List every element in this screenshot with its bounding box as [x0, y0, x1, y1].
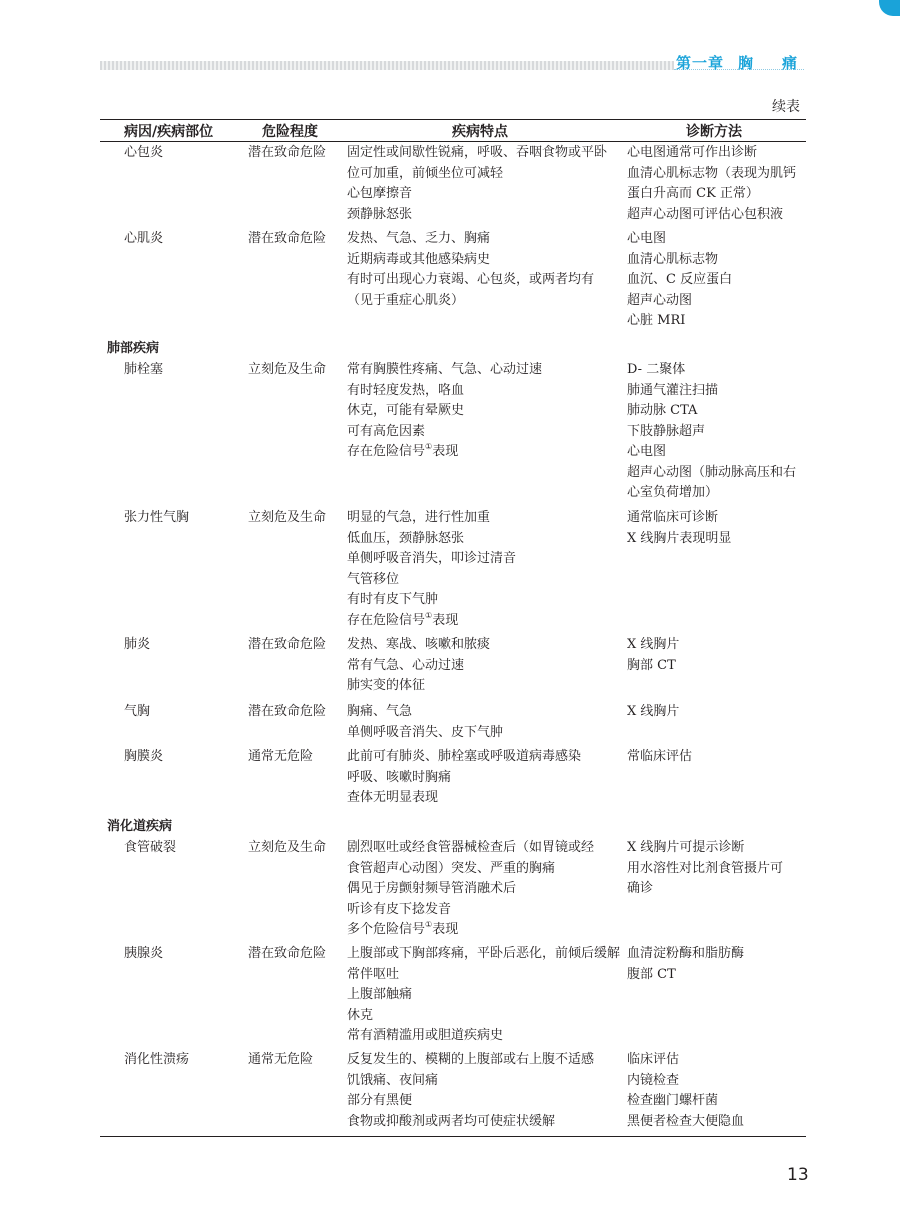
cause-cell: 肺栓塞	[124, 362, 164, 377]
feature-line: 上腹部或下胸部疼痛，平卧后恶化，前倾后缓解	[347, 946, 621, 961]
cause-cell: 气胸	[124, 704, 151, 719]
feature-line: 胸痛、气急	[347, 704, 413, 719]
diagnosis-line: 血清淀粉酶和脂肪酶	[627, 946, 745, 961]
feature-line: 部分有黑便	[347, 1093, 413, 1108]
page-number: 13	[787, 1165, 809, 1185]
feature-line: 近期病毒或其他感染病史	[347, 251, 491, 267]
column-header-risk: 危险程度	[262, 124, 318, 140]
risk-cell: 通常无危险	[248, 1052, 314, 1067]
table-header-rule	[100, 141, 806, 142]
feature-line: （见于重症心肌炎）	[347, 292, 465, 308]
feature-line: 休克	[347, 1007, 374, 1023]
risk-cell: 潜在致命危险	[248, 704, 327, 719]
feature-line: 有时有皮下气肿	[347, 592, 439, 607]
diagnosis-line: 心室负荷增加）	[627, 485, 719, 500]
feature-line: 剧烈呕吐或经食管器械检查后（如胃镜或经	[347, 840, 595, 855]
feature-line: 单侧呼吸音消失，叩诊过清音	[347, 551, 517, 566]
chapter-heading	[676, 52, 798, 73]
footnote-mark: ①	[425, 920, 433, 929]
feature-line: 食物或抑酸剂或两者均可使症状缓解	[347, 1113, 556, 1129]
footnote-mark: ①	[425, 442, 433, 451]
feature-line: 低血压，颈静脉怒张	[347, 530, 465, 546]
feature-line: 位可加重，前倾坐位可减轻	[347, 165, 504, 181]
feature-line: 听诊有皮下捻发音	[347, 901, 452, 917]
diagnosis-line: 心电图	[627, 231, 667, 246]
section-heading: 肺部疾病	[107, 341, 160, 356]
diagnosis-line: 血清心肌标志物（表现为肌钙	[627, 165, 797, 181]
cause-cell: 肺炎	[124, 637, 151, 652]
cause-cell: 心包炎	[124, 145, 164, 160]
column-header-diagnosis: 诊断方法	[686, 124, 742, 140]
feature-line: 常有酒精滥用或胆道疾病史	[347, 1028, 504, 1043]
cause-cell: 心肌炎	[124, 231, 164, 246]
diagnosis-line: 内镜检查	[627, 1072, 680, 1088]
feature-line: 单侧呼吸音消失、皮下气肿	[347, 724, 504, 740]
footnote-mark: ①	[425, 610, 433, 620]
feature-line: 明显的气急，进行性加重	[347, 510, 491, 525]
risk-cell: 通常无危险	[248, 749, 314, 764]
cause-cell: 胰腺炎	[124, 946, 164, 961]
diagnosis-line: 通常临床可诊断	[627, 510, 719, 525]
diagnosis-line: 检查幽门螺杆菌	[627, 1093, 719, 1108]
diagnosis-line: X 线胸片可提示诊断	[627, 840, 745, 855]
diagnosis-line: X 线胸片	[627, 704, 680, 719]
feature-line: 有时轻度发热，咯血	[347, 382, 465, 398]
diagnosis-line: 心脏 MRI	[627, 313, 686, 328]
diagnosis-line: 超声心动图可评估心包积液	[627, 206, 784, 222]
diagnosis-line: 下肢静脉超声	[627, 423, 706, 439]
feature-line: 气管移位	[347, 571, 400, 587]
diagnosis-line: X 线胸片	[627, 637, 680, 652]
cause-cell: 张力性气胸	[124, 510, 190, 525]
diagnosis-line: 超声心动图（肺动脉高压和右	[627, 464, 797, 480]
feature-line: 偶见于房颤射频导管消融术后	[347, 881, 517, 896]
diagnosis-line: 临床评估	[627, 1052, 680, 1067]
feature-line: 发热、气急、乏力、胸痛	[347, 231, 491, 246]
feature-line: 休克，可能有晕厥史	[347, 403, 465, 418]
risk-cell: 潜在致命危险	[248, 145, 327, 160]
diagnosis-line: 血沉、C 反应蛋白	[627, 272, 733, 287]
feature-line: 可有高危因素	[347, 423, 426, 439]
chapter-title-2: 痛	[782, 54, 799, 72]
chapter-label: 第一章	[676, 54, 725, 72]
feature-line: 发热、寒战、咳嗽和脓痰	[347, 637, 491, 652]
feature-line: 有时可出现心力衰竭、心包炎，或两者均有	[347, 272, 595, 287]
header-bar	[100, 61, 674, 70]
feature-line: 常有胸膜性疼痛、气急、心动过速	[347, 362, 543, 377]
feature-line: 此前可有肺炎、肺栓塞或呼吸道病毒感染	[347, 749, 582, 764]
feature-line: 心包摩擦音	[347, 186, 413, 201]
section-heading: 消化道疾病	[107, 819, 173, 834]
feature-line: 饥饿痛、夜间痛	[347, 1072, 439, 1088]
feature-line: 颈静脉怒张	[347, 206, 413, 222]
diagnosis-line: 蛋白升高而 CK 正常）	[627, 186, 759, 201]
diagnosis-line: 胸部 CT	[627, 657, 676, 673]
risk-cell: 立刻危及生命	[248, 362, 327, 377]
diagnosis-line: 腹部 CT	[627, 966, 676, 982]
risk-cell: 潜在致命危险	[248, 946, 327, 961]
feature-line: 反复发生的、模糊的上腹部或右上腹不适感	[347, 1052, 595, 1067]
chapter-title-1: 胸	[738, 54, 755, 72]
cause-cell: 食管破裂	[124, 840, 177, 855]
feature-line: 上腹部触痛	[347, 987, 413, 1002]
risk-cell: 立刻危及生命	[248, 510, 327, 525]
risk-cell: 立刻危及生命	[248, 840, 327, 855]
diagnosis-line: 确诊	[627, 881, 654, 896]
feature-line: 肺实变的体征	[347, 678, 426, 693]
corner-tab-decoration	[879, 0, 900, 16]
table-top-rule	[100, 119, 806, 120]
column-header-cause: 病因/疾病部位	[124, 124, 214, 140]
diagnosis-line: 肺动脉 CTA	[627, 403, 698, 418]
diagnosis-line: 心电图通常可作出诊断	[627, 145, 758, 160]
diagnosis-line: 超声心动图	[627, 292, 693, 308]
risk-cell: 潜在致命危险	[248, 637, 327, 652]
feature-line: 查体无明显表现	[347, 790, 439, 805]
diagnosis-line: 用水溶性对比剂食管摄片可	[627, 860, 784, 876]
feature-line: 存在危险信号①表现	[347, 610, 459, 628]
feature-line: 存在危险信号①表现	[347, 442, 459, 459]
diagnosis-line: 黑便者检查大便隐血	[627, 1113, 745, 1129]
feature-line: 常有气急、心动过速	[347, 657, 465, 673]
diagnosis-line: 心电图	[627, 444, 667, 459]
feature-line: 多个危险信号①表现	[347, 920, 459, 937]
feature-line: 呼吸、咳嗽时胸痛	[347, 769, 452, 785]
table-bottom-rule	[100, 1136, 806, 1137]
feature-line: 固定性或间歇性锐痛，呼吸、吞咽食物或平卧	[347, 145, 608, 160]
risk-cell: 潜在致命危险	[248, 231, 327, 246]
diagnosis-line: D- 二聚体	[627, 362, 686, 377]
cause-cell: 消化性溃疡	[124, 1052, 190, 1067]
diagnosis-line: X 线胸片表现明显	[627, 530, 732, 546]
table-continued-label: 续表	[772, 99, 800, 115]
cause-cell: 胸膜炎	[124, 749, 164, 764]
column-header-features: 疾病特点	[452, 124, 508, 140]
diagnosis-line: 血清心肌标志物	[627, 251, 719, 267]
feature-line: 常伴呕吐	[347, 966, 400, 982]
diagnosis-line: 肺通气灌注扫描	[627, 382, 719, 398]
feature-line: 食管超声心动图）突发、严重的胸痛	[347, 860, 556, 876]
diagnosis-line: 常临床评估	[627, 749, 693, 764]
